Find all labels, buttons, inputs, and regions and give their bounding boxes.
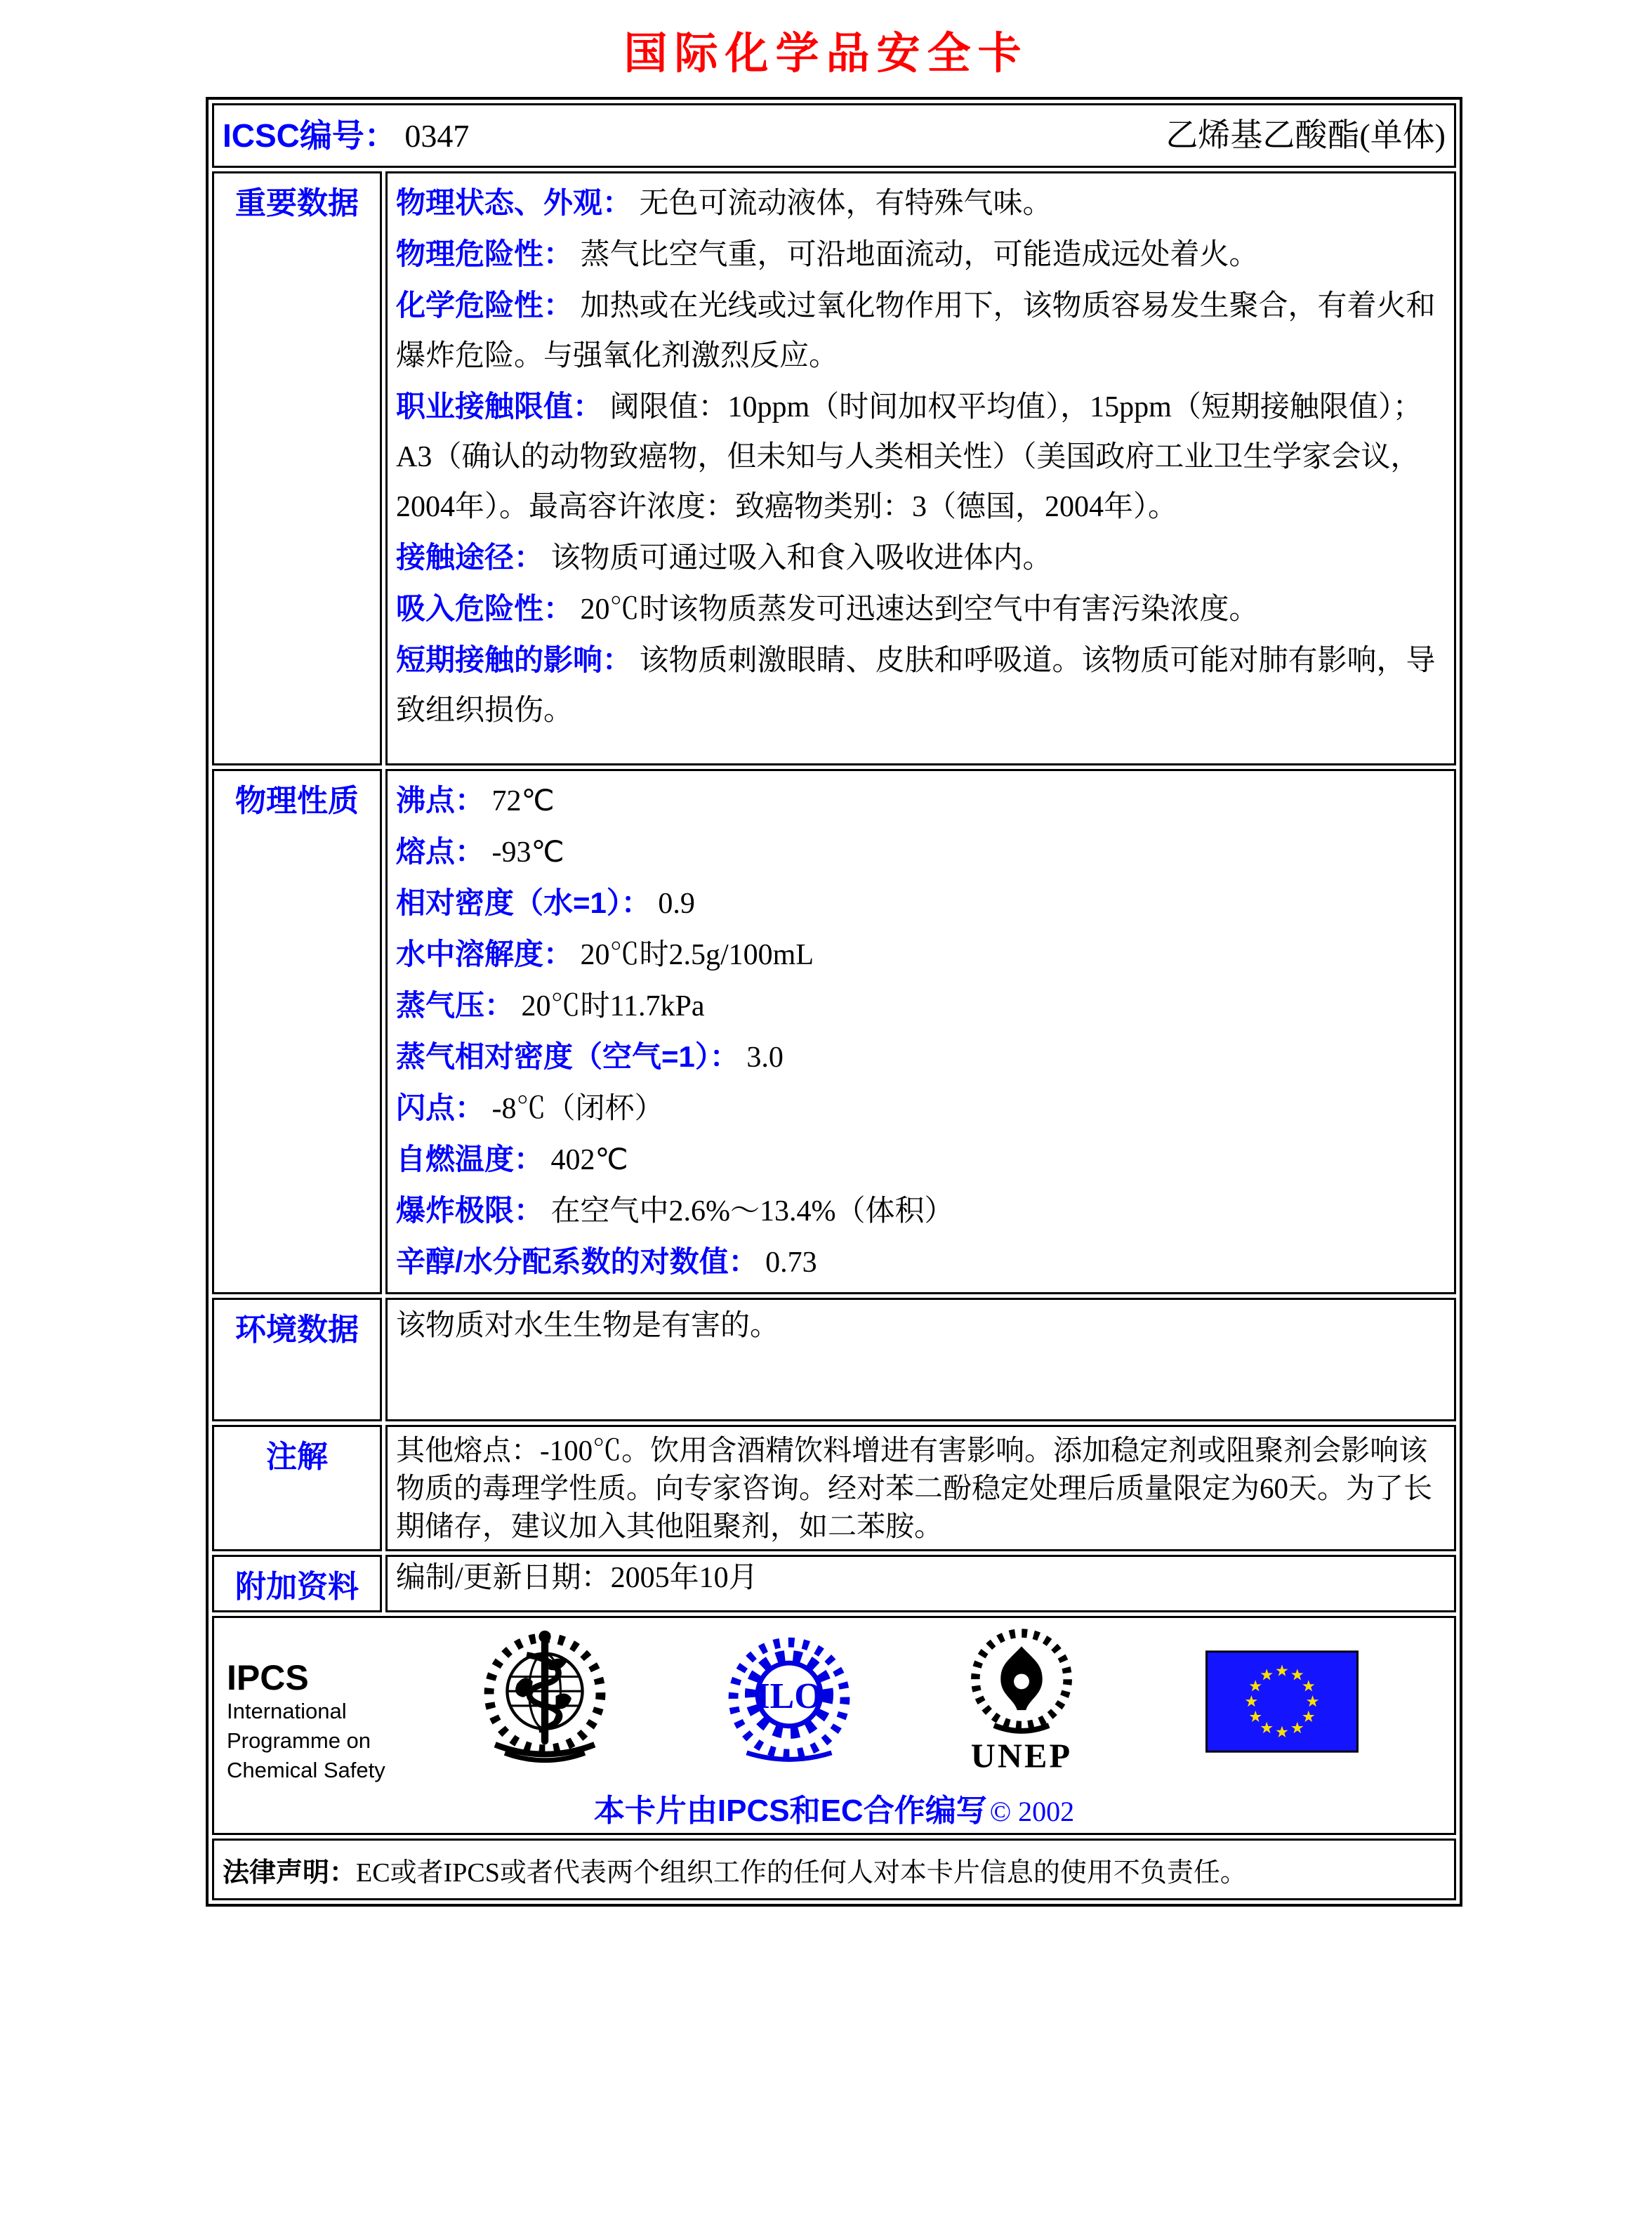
notes-content: 其他熔点：-100℃。饮用含酒精饮料增进有害影响。添加稳定剂或阻聚剂会影响该物质的毒理学性质。向专家咨询。经对苯二酚稳定处理后质量限定为60天。为了长期储存，建议加入其他阻聚剂，如二苯胺。 (385, 1425, 1456, 1551)
field-label: 物理状态、外观： (396, 186, 633, 219)
icsc-number-value: 0347 (404, 117, 470, 154)
data-item (396, 532, 1446, 584)
field-label: 接触途径： (396, 541, 544, 574)
legal-cell (212, 1839, 1456, 1900)
additional-info-row (212, 1555, 1456, 1612)
row-label-additional-info: 附加资料 (212, 1555, 382, 1612)
data-item (396, 229, 1446, 280)
property-label: 熔点： (396, 835, 485, 868)
property-value: 402℃ (550, 1144, 628, 1176)
property-item (396, 1083, 1446, 1134)
field-value: 无色可流动液体，有特殊气味。 (639, 188, 1052, 220)
property-item (396, 1032, 1446, 1083)
eu-flag-icon (1205, 1650, 1359, 1753)
property-value: 72℃ (491, 785, 555, 817)
icsc-number-group (223, 117, 469, 154)
property-item (396, 1185, 1446, 1237)
property-value: -93℃ (491, 836, 564, 869)
property-value: 在空气中2.6%～13.4%（体积） (550, 1195, 954, 1228)
data-item (396, 584, 1446, 635)
header-row (212, 103, 1456, 168)
data-item (396, 381, 1446, 532)
property-label: 闪点： (396, 1091, 485, 1124)
ipcs-subtitle-line: International (227, 1699, 347, 1723)
notes-row (212, 1425, 1456, 1551)
field-value: 该物质刺激眼睛、皮肤和呼吸道。该物质可能对肺有影响，导致组织损伤。 (396, 645, 1436, 727)
property-label: 沸点： (396, 784, 485, 817)
ipcs-subtitle-line: Chemical Safety (227, 1758, 385, 1782)
important-data-row (212, 171, 1456, 765)
legal-text: EC或者IPCS或者代表两个组织工作的任何人对本卡片信息的使用不负责任。 (356, 1857, 1247, 1888)
environmental-data-row (212, 1298, 1456, 1421)
property-item (396, 827, 1446, 878)
row-label-physical-properties: 物理性质 (212, 769, 382, 1294)
property-value: 3.0 (746, 1041, 784, 1074)
property-item (396, 929, 1446, 980)
data-item (396, 178, 1446, 229)
property-item (396, 878, 1446, 929)
row-label-notes: 注解 (212, 1425, 382, 1551)
field-label: 职业接触限值： (396, 390, 603, 423)
environmental-data-content: 该物质对水生生物是有害的。 (385, 1298, 1456, 1421)
row-label-environmental-data: 环境数据 (212, 1298, 382, 1421)
who-logo-icon (478, 1628, 612, 1765)
property-item (396, 775, 1446, 827)
field-label: 化学危险性： (396, 289, 574, 322)
caption-copyright: © 2002 (989, 1796, 1075, 1827)
page-title: 国际化学品安全卡 (623, 30, 1029, 78)
row-label-important-data: 重要数据 (212, 171, 382, 765)
field-label: 物理危险性： (396, 237, 574, 270)
field-value: 蒸气比空气重，可沿地面流动，可能造成远处着火。 (580, 239, 1259, 271)
physical-properties-content (385, 769, 1456, 1294)
caption-text: 本卡片由IPCS和EC合作编写 (593, 1794, 987, 1828)
icsc-table (209, 100, 1460, 1904)
field-label: 短期接触的影响： (396, 643, 633, 676)
additional-info-content: 编制/更新日期：2005年10月 (385, 1555, 1456, 1612)
ipcs-subtitle-line: Programme on (227, 1728, 371, 1753)
legal-label: 法律声明： (223, 1857, 357, 1888)
property-value: 0.9 (658, 888, 695, 920)
header-cell (212, 103, 1456, 168)
legal-row (212, 1839, 1456, 1900)
unep-letters: UNEP (970, 1737, 1073, 1774)
property-label: 自燃温度： (396, 1143, 544, 1176)
property-label: 辛醇/水分配系数的对数值： (396, 1245, 758, 1278)
property-value: -8℃（闭杯） (491, 1093, 664, 1125)
field-value: 加热或在光线或过氧化物作用下，该物质容易发生聚合，有着火和爆炸危险。与强氧化剂激烈反应。 (396, 290, 1436, 372)
field-value: 该物质可通过吸入和食入吸收进体内。 (550, 542, 1052, 574)
important-data-content (385, 171, 1456, 765)
property-item (396, 980, 1446, 1032)
logos-caption (220, 1785, 1448, 1830)
property-item (396, 1134, 1446, 1185)
field-value: 阈限值：10ppm（时间加权平均值），15ppm（短期接触限值）；A3（确认的动物致癌物，但未知与人类相关性）（美国政府工业卫生学家会议，2004年）。最高容许浓度：致癌物类别：3（德国，2004年）。 (396, 391, 1422, 523)
property-label: 水中溶解度： (396, 938, 574, 971)
property-label: 爆炸极限： (396, 1194, 544, 1227)
logos-row (212, 1616, 1456, 1835)
ilo-logo-icon (722, 1635, 856, 1763)
field-value: 20℃时该物质蒸发可迅速达到空气中有害污染浓度。 (580, 593, 1259, 626)
ipcs-text-block (227, 1659, 418, 1785)
icsc-number-label: ICSC编号： (223, 117, 397, 154)
property-label: 蒸气压： (396, 989, 515, 1022)
data-item (396, 635, 1446, 736)
physical-properties-row (212, 769, 1456, 1294)
property-label: 蒸气相对密度（空气=1）： (396, 1040, 739, 1073)
ilo-letters: ILO (755, 1676, 823, 1716)
icsc-card (206, 97, 1462, 1907)
chemical-name: 乙烯基乙酸酯(单体) (1165, 117, 1446, 153)
unep-logo-icon (961, 1626, 1082, 1774)
property-item (396, 1237, 1446, 1288)
logos-cell (212, 1616, 1456, 1835)
property-value: 0.73 (765, 1247, 817, 1279)
property-label: 相对密度（水=1）： (396, 886, 651, 919)
property-value: 20℃时2.5g/100mL (580, 939, 814, 971)
property-value: 20℃时11.7kPa (521, 990, 705, 1022)
ipcs-title: IPCS (227, 1658, 309, 1697)
field-label: 吸入危险性： (396, 592, 574, 625)
data-item (396, 280, 1446, 381)
